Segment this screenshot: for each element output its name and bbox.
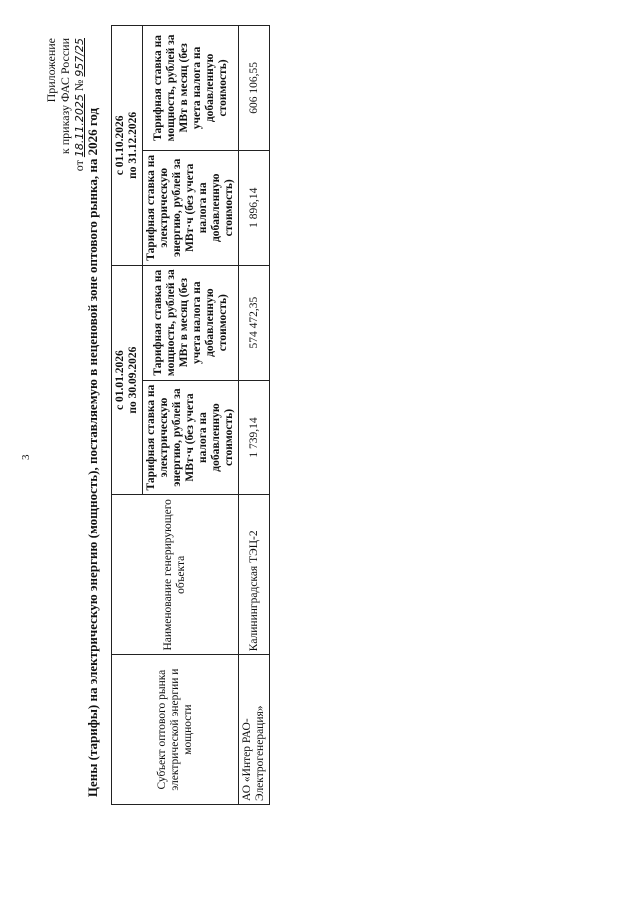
vat-note: (без учета налога на добавленную стоимость) — [177, 278, 229, 364]
energy-rate-label: Тарифная ставка на электрическую энергию, рублей за МВт·ч — [145, 154, 196, 261]
tariff-table — [111, 25, 270, 805]
period-1-to: по 30.09.2026 — [127, 346, 139, 414]
p2-capacity-rate-header — [143, 26, 239, 151]
vat-note: (без учета налога на добавленную стоимость) — [184, 163, 235, 243]
order-date: 18.11.2025 — [73, 94, 86, 158]
appendix-header — [44, 38, 87, 171]
period-2-header — [112, 26, 143, 266]
subject-column-header: Субъект оптового рынка электрической энергии и мощности — [112, 655, 239, 805]
p1-energy-rate-header — [143, 380, 239, 495]
appendix-line-2: к приказу ФАС России — [58, 38, 72, 155]
capacity-rate-label: Тарифная ставка на мощность, рублей за МВт в месяц — [151, 34, 190, 142]
page-number: 3 — [20, 454, 32, 460]
appendix-line-1: Приложение — [44, 38, 58, 103]
capacity-rate-label: Тарифная ставка на мощность, рублей за МВт в месяц — [151, 269, 190, 377]
table-row — [239, 26, 270, 805]
subject-cell: АО «Интер РАО-Электрогенерация» — [239, 655, 270, 805]
order-number-prefix: № — [72, 79, 86, 92]
order-number: 957/25 — [73, 38, 86, 77]
period-2-to: по 31.12.2026 — [127, 111, 139, 179]
p1-capacity-value: 574 472,35 — [239, 265, 270, 380]
object-column-header: Наименование генерирующего объекта — [112, 495, 239, 655]
object-cell: Калининградская ТЭЦ-2 — [239, 495, 270, 655]
vat-note: (без учета налога на добавленную стоимость) — [184, 393, 235, 472]
energy-rate-label: Тарифная ставка на электрическую энергию, рублей за МВт·ч — [145, 384, 196, 491]
vat-note: (без учета налога на добавленную стоимость) — [177, 43, 229, 130]
order-from-prefix: от — [72, 160, 86, 172]
period-1-from: с 01.01.2026 — [114, 350, 126, 410]
p2-energy-rate-header — [143, 150, 239, 265]
p1-capacity-rate-header — [143, 265, 239, 380]
header-row-periods — [112, 26, 143, 805]
p1-energy-value: 1 739,14 — [239, 380, 270, 495]
p2-capacity-value: 606 106,55 — [239, 26, 270, 151]
document-title: Цены (тарифы) на электрическую энергию (мощность), поставляемую в неценовой зоне оптового рынка, на 2026 год — [85, 107, 100, 798]
p2-energy-value: 1 896,14 — [239, 150, 270, 265]
period-1-header — [112, 265, 143, 495]
period-2-from: с 01.10.2026 — [114, 115, 126, 176]
